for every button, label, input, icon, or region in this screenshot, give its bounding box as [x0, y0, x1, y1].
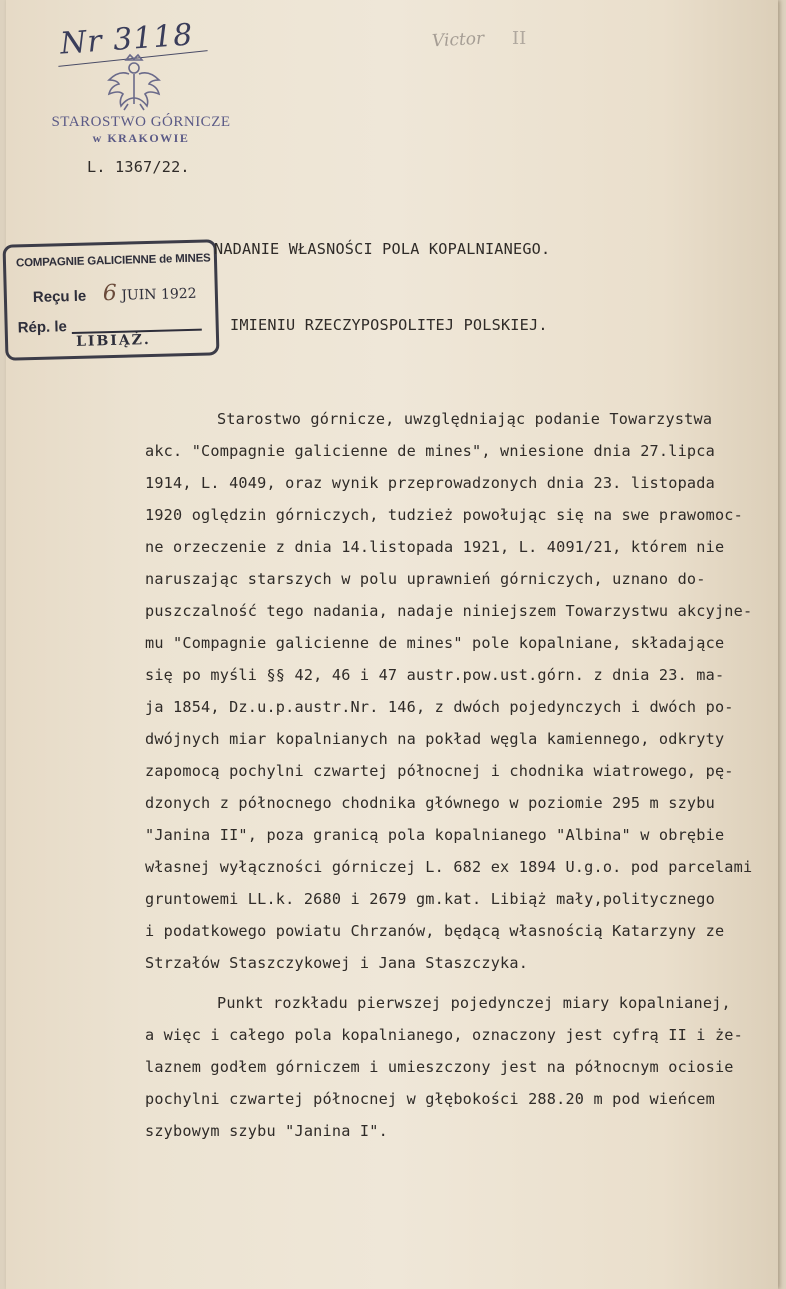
- paragraph-2-line: pochylni czwartej północnej w głębokości 288.20 m pod wieńcem: [145, 1090, 715, 1108]
- pencil-note: Victor: [431, 28, 485, 52]
- paragraph-2-line: a więc i całego pola kopalnianego, oznaczony jest cyfrą II i że-: [145, 1026, 743, 1044]
- paragraph-1-line: naruszając starszych w polu uprawnień górniczych, uznano do-: [145, 570, 706, 588]
- received-month-year: JUIN 1922: [121, 285, 197, 304]
- paragraph-1-line: ja 1854, Dz.u.p.austr.Nr. 146, z dwóch pojedynczych i dwóch po-: [145, 698, 734, 716]
- rep-label: Rép. le: [17, 318, 68, 337]
- pencil-mark: II: [512, 28, 527, 49]
- authority-stamp-line2: w KRAKOWIE: [92, 131, 190, 145]
- paragraph-1-line: akc. "Compagnie galicienne de mines", wniesione dnia 27.lipca: [145, 442, 715, 460]
- authority-stamp-line1: STAROSTWO GÓRNICZE: [51, 114, 231, 130]
- reference-number: L. 1367/22.: [87, 158, 190, 176]
- paragraph-2-line: Punkt rozkładu pierwszej pojedynczej miary kopalnianej,: [217, 994, 731, 1012]
- received-date: [103, 279, 197, 306]
- paragraph-2-line: szybowym szybu "Janina I".: [145, 1122, 388, 1140]
- document-title: NADANIE WŁASNOŚCI POLA KOPALNIANEGO.: [214, 240, 551, 258]
- eagle-emblem-icon: [104, 52, 164, 114]
- paragraph-1-line: się po myśli §§ 42, 46 i 47 austr.pow.ust.górn. z dnia 23. ma-: [145, 666, 725, 684]
- receipt-stamp: [3, 239, 220, 361]
- paragraph-1-line: 1920 oględzin górniczych, tudzież powołując się na swe prawomoc-: [145, 506, 743, 524]
- document-subtitle: IMIENIU RZECZYPOSPOLITEJ POLSKIEJ.: [230, 316, 548, 334]
- paragraph-1-line: Starostwo górnicze, uwzględniając podanie Towarzystwa: [217, 410, 713, 428]
- handwritten-registry-number: Nr 3118: [58, 17, 195, 62]
- paragraph-1-line: 1914, L. 4049, oraz wynik przeprowadzonych dnia 23. listopada: [145, 474, 715, 492]
- paragraph-1-line: puszczalność tego nadania, nadaje niniejszem Towarzystwu akcyjne-: [145, 602, 753, 620]
- paragraph-1-line: zapomocą pochylni czwartej północnej i chodnika wiatrowego, pę-: [145, 762, 734, 780]
- paragraph-1-line: i podatkowego powiatu Chrzanów, będącą własnością Katarzyny ze: [145, 922, 725, 940]
- paragraph-1-line: własnej wyłączności górniczej L. 682 ex 1894 U.g.o. pod parcelami: [145, 858, 753, 876]
- paragraph-1-line: dwójnych miar kopalnianych na pokład węgla kamiennego, odkryty: [145, 730, 725, 748]
- receipt-stamp-company: COMPAGNIE GALICIENNE de MINES: [15, 252, 211, 270]
- paragraph-2-line: laznem godłem górniczem i umieszczony jest na północnym ociosie: [145, 1058, 734, 1076]
- received-label: Reçu le: [32, 287, 87, 307]
- received-day-handwritten: 6: [102, 280, 118, 307]
- authority-stamp: [46, 114, 236, 146]
- paragraph-1-line: ne orzeczenie z dnia 14.listopada 1921, L. 4091/21, którem nie: [145, 538, 725, 556]
- paragraph-1-line: Strzałów Staszczykowej i Jana Staszczyka.: [145, 954, 529, 972]
- paragraph-1-line: "Janina II", poza granicą pola kopalnianego "Albina" w obrębie: [145, 826, 725, 844]
- paragraph-1-line: mu "Compagnie galicienne de mines" pole kopalniane, składające: [145, 634, 725, 652]
- paragraph-1-line: gruntowemi LL.k. 2680 i 2679 gm.kat. Libiąż mały,politycznego: [145, 890, 715, 908]
- receipt-stamp-place: LIBIĄŻ.: [75, 331, 152, 350]
- paragraph-1-line: dzonych z północnego chodnika głównego w poziomie 295 m szybu: [145, 794, 715, 812]
